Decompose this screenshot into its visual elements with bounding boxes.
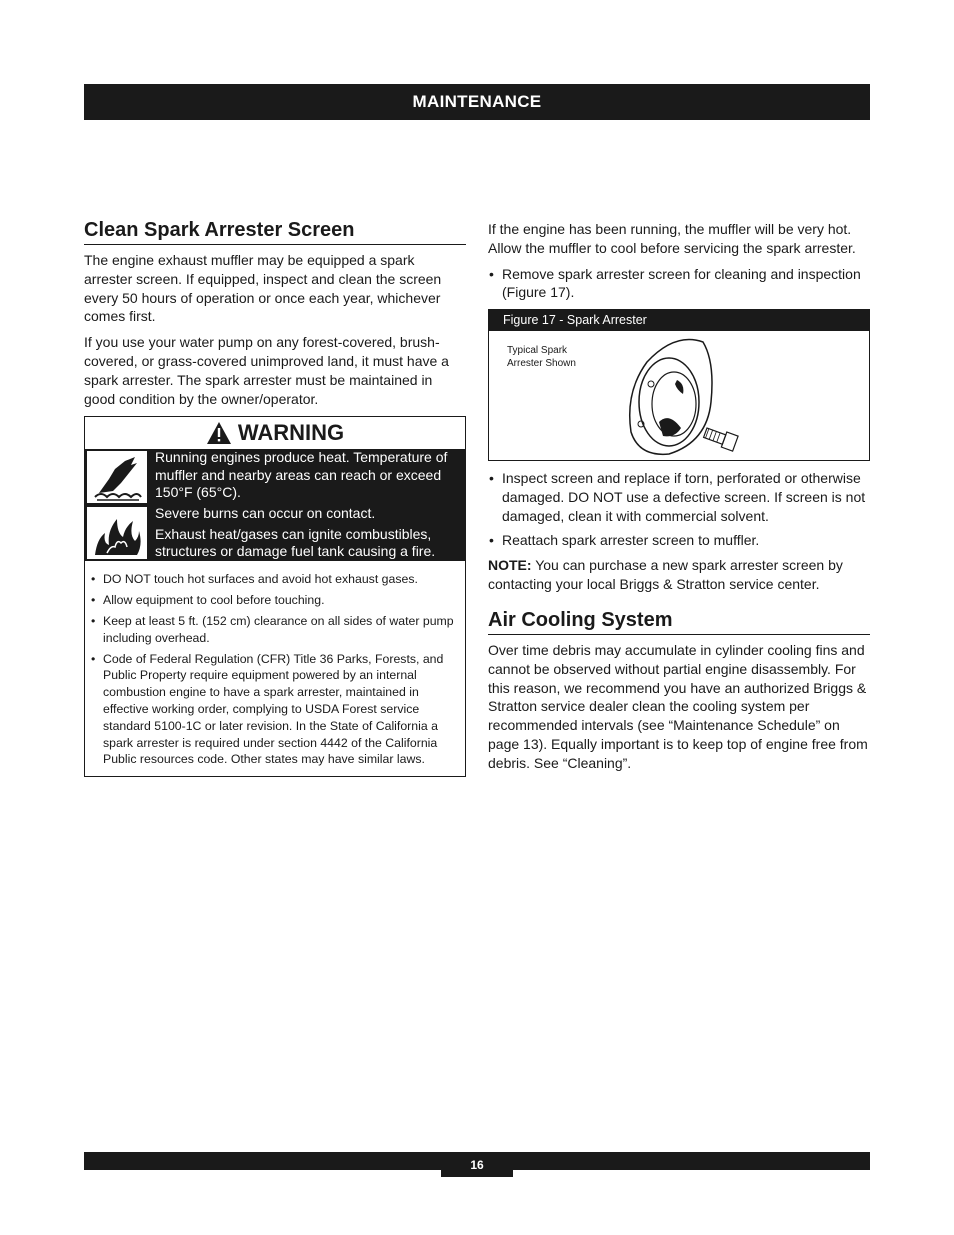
left-column	[84, 218, 466, 777]
hazard-text	[149, 505, 465, 561]
bullet-list	[488, 265, 870, 303]
list-item: • Reattach spark arrester screen to muffler.	[488, 531, 870, 550]
figure-label	[507, 344, 597, 370]
intro-paragraph: If the engine has been running, the muffler will be very hot. Allow the muffler to cool before servicing the spark arrester.	[488, 221, 856, 256]
hot-surface-hand-icon	[85, 449, 149, 505]
figure-caption: Figure 17 - Spark Arrester	[489, 310, 869, 331]
list-item: • Remove spark arrester screen for cleaning and inspection (Figure 17).	[488, 265, 870, 303]
list-item: • DO NOT touch hot surfaces and avoid hot exhaust gases.	[89, 571, 461, 588]
warning-bullet-list	[85, 561, 465, 776]
page-number	[441, 1152, 513, 1177]
right-column	[488, 220, 870, 780]
section-title: MAINTENANCE	[412, 92, 542, 111]
hazard-text	[149, 449, 465, 505]
hazard-line: Running engines produce heat. Temperature of muffler and nearby areas can reach or exceed 150°F (65°C).	[155, 449, 448, 501]
list-item: • Keep at least 5 ft. (152 cm) clearance on all sides of water pump including overhead.	[89, 613, 461, 647]
hazard-row-fire	[85, 505, 465, 561]
page-number-text: 16	[470, 1157, 484, 1172]
bullet-list	[488, 469, 870, 549]
figure-label-line: Arrester Shown	[507, 358, 576, 370]
section-header	[84, 84, 870, 120]
spark-arrester-heading: Clean Spark Arrester Screen	[84, 218, 466, 245]
list-item: • Code of Federal Regulation (CFR) Title 36 Parks, Forests, and Public Property require equipment powered by an internal combustion engine to have a spark arrester, maintained in effective working order, complying to USDA Forest service standard 5100-1C or later revision. In the State of California a spark arrester is required under section 4442 of the California Public resources code. Other states may have similar laws.	[89, 651, 461, 769]
note-text: You can purchase a new spark arrester screen by contacting your local Briggs & Stratton service center.	[488, 557, 843, 593]
list-item: • Inspect screen and replace if torn, perforated or otherwise damaged. DO NOT use a defective screen. If screen is not damaged, clean it with commercial solvent.	[488, 469, 870, 525]
figure-17	[488, 309, 870, 461]
paragraph: The engine exhaust muffler may be equipped a spark arrester screen. If equipped, inspect and clean the screen every 50 hours of operation or once each year, whichever comes first.	[84, 252, 442, 325]
list-item: • Allow equipment to cool before touching.	[89, 592, 461, 609]
paragraph: If you use your water pump on any forest-covered, brush-covered, or grass-covered unimproved land, it must have a spark arrester. The spark arrester must be maintained in good condition by the owner/operator.	[84, 334, 449, 407]
warning-triangle-icon	[206, 421, 232, 445]
paragraph: Over time debris may accumulate in cylinder cooling fins and cannot be observed without partial engine disassembly. For this reason, we recommend you have an authorized Briggs & Stratton service dealer clean the cooling system per recommended intervals (see “Maintenance Schedule” on page 13). Equally important is to keep top of engine free from debris. See “Cleaning”.	[488, 641, 868, 771]
note-label: NOTE:	[488, 557, 532, 574]
warning-box	[84, 416, 466, 777]
hazard-line: Exhaust heat/gases can ignite combustibles, structures or damage fuel tank causing a fire.	[155, 525, 436, 560]
figure-label-line: Typical Spark	[507, 345, 568, 357]
hazard-row-heat	[85, 449, 465, 505]
air-cooling-heading: Air Cooling System	[488, 608, 870, 635]
spark-arrester-illustration	[619, 332, 749, 457]
warning-title: WARNING	[237, 419, 345, 445]
hazard-line: Severe burns can occur on contact.	[155, 505, 376, 522]
warning-header	[85, 417, 465, 449]
fire-icon	[85, 505, 149, 561]
note-paragraph	[488, 556, 870, 594]
